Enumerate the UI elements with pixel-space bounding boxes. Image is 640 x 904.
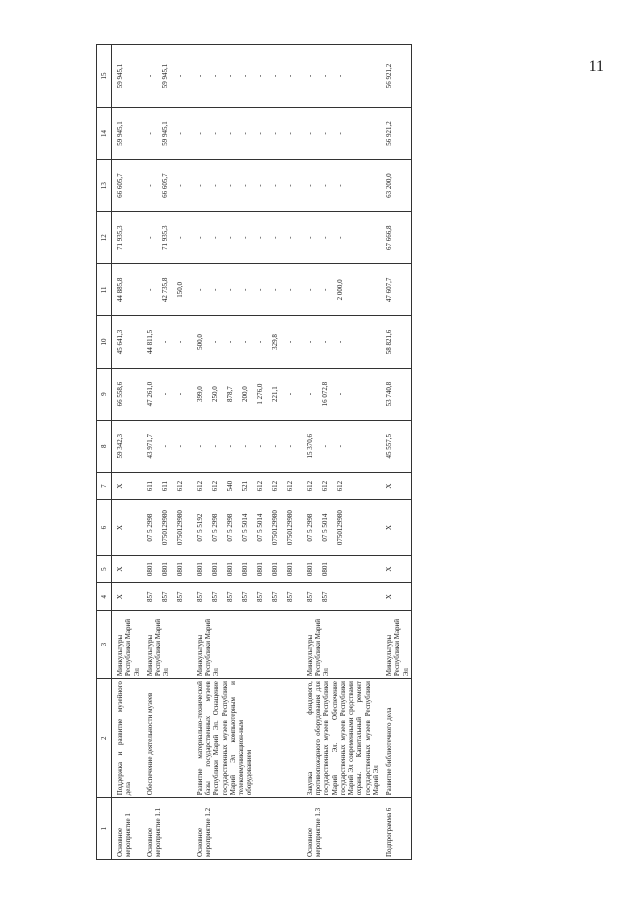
cell-value: - [320, 445, 329, 448]
cell-value: 612 [175, 480, 184, 492]
cell-value: 53 740,8 [385, 381, 393, 407]
value-cell-11 [112, 264, 142, 316]
cell-value: - [255, 340, 264, 344]
value-cell-12 [142, 212, 192, 264]
value-cell-6 [192, 500, 302, 555]
column-header-7: 7 [97, 472, 112, 500]
cell-value: 399,0 [195, 386, 204, 402]
cell-value: - [175, 445, 184, 448]
cell-value: 43 971,7 [145, 433, 154, 459]
cell-value: 71 935,3 [116, 225, 124, 250]
cell-value: - [210, 236, 219, 239]
cell-value: - [255, 184, 264, 187]
rotated-page-content [96, 44, 622, 860]
cell-value: - [175, 132, 184, 135]
activity-code-cell: Основное мероприятие 1.2 [192, 798, 302, 860]
cell-value: 59 342,3 [116, 433, 124, 459]
cell-value: 45 641,3 [116, 329, 124, 355]
cell-value: - [305, 74, 314, 78]
cell-value: - [335, 392, 344, 396]
cell-value: 611 [160, 480, 169, 492]
cell-value: - [225, 340, 234, 344]
cell-value: 329,8 [270, 334, 279, 350]
cell-value: - [305, 340, 314, 344]
value-cell-11 [381, 264, 411, 316]
value-cell-12 [381, 212, 411, 264]
column-header-12: 12 [97, 212, 112, 264]
cell-value: 56 921,2 [385, 63, 393, 89]
cell-value: - [270, 74, 279, 78]
value-cell-14 [142, 107, 192, 159]
cell-value: 250,0 [210, 386, 219, 402]
executor-cell: Минкультуры Республики Марий Эл [142, 611, 192, 679]
cell-value: 59 945,1 [116, 121, 124, 146]
cell-value: - [210, 132, 219, 135]
cell-value: - [255, 288, 264, 291]
cell-value: 0801 [195, 562, 204, 577]
cell-value: 857 [210, 591, 219, 602]
cell-value: 0801 [270, 562, 279, 577]
column-header-5: 5 [97, 555, 112, 583]
cell-value: 07 5 5014 [255, 513, 264, 542]
value-cell-4 [302, 583, 381, 611]
value-cell-13 [112, 160, 142, 212]
cell-value: - [305, 288, 314, 291]
cell-value: X [385, 483, 393, 489]
cell-value: 63 200,0 [385, 173, 393, 198]
cell-value: 2 000,0 [335, 279, 344, 301]
column-header-15: 15 [97, 45, 112, 108]
table-row [302, 45, 381, 860]
value-cell-14 [381, 107, 411, 159]
value-cell-15 [112, 45, 142, 108]
cell-value: - [210, 288, 219, 291]
cell-value: - [240, 340, 249, 344]
cell-value: - [285, 184, 294, 187]
cell-value: 71 935,3 [160, 225, 169, 250]
cell-value: 612 [210, 480, 219, 492]
cell-value: 612 [285, 480, 294, 492]
cell-value: 67 666,8 [385, 225, 393, 250]
value-cell-5 [381, 555, 411, 583]
cell-value: - [285, 288, 294, 291]
value-cell-6 [112, 500, 142, 555]
value-cell-4 [192, 583, 302, 611]
column-header-1: 1 [97, 798, 112, 860]
value-cell-7 [142, 472, 192, 500]
value-cell-15 [192, 45, 302, 108]
cell-value: - [195, 288, 204, 291]
cell-value: - [225, 132, 234, 135]
cell-value: - [145, 184, 154, 187]
cell-value: - [335, 184, 344, 187]
cell-value: 0801 [210, 562, 219, 577]
cell-value: 857 [160, 591, 169, 602]
cell-value: - [145, 132, 154, 135]
cell-value: 500,0 [195, 334, 204, 350]
value-cell-12 [112, 212, 142, 264]
cell-value: 66 605,7 [160, 173, 169, 198]
column-header-11: 11 [97, 264, 112, 316]
cell-value: - [270, 236, 279, 239]
column-header-6: 6 [97, 500, 112, 555]
value-cell-11 [302, 264, 381, 316]
cell-value: 0801 [285, 562, 294, 577]
cell-value: - [195, 184, 204, 187]
table-body [112, 45, 412, 860]
cell-value: X [116, 525, 124, 531]
cell-value: 0801 [175, 562, 184, 577]
executor-cell: Минкультуры Республики Марий Эл [302, 611, 381, 679]
table-row [192, 45, 302, 860]
cell-value: - [285, 132, 294, 135]
value-cell-9 [192, 368, 302, 420]
column-header-3: 3 [97, 611, 112, 679]
cell-value: 07 5 2998 [305, 513, 314, 542]
cell-value: 07 5 5192 [195, 513, 204, 542]
value-cell-9 [302, 368, 381, 420]
value-cell-12 [302, 212, 381, 264]
activity-name-cell: Поддержка и развитие музейного дела [112, 679, 142, 798]
cell-value: - [195, 132, 204, 135]
value-cell-5 [302, 555, 381, 583]
value-cell-11 [142, 264, 192, 316]
value-cell-13 [142, 160, 192, 212]
cell-value: 0750129980 [270, 510, 279, 546]
cell-value: - [195, 74, 204, 78]
cell-value: - [270, 445, 279, 448]
cell-value: 200,0 [240, 386, 249, 402]
cell-value: - [320, 236, 329, 239]
column-header-10: 10 [97, 316, 112, 368]
value-cell-4 [381, 583, 411, 611]
cell-value: 540 [225, 480, 234, 492]
cell-value: 07 5 2998 [210, 513, 219, 542]
activity-code-cell: Подпрограмма 6 [381, 798, 411, 860]
value-cell-5 [112, 555, 142, 583]
cell-value: 857 [195, 591, 204, 602]
cell-value: - [175, 184, 184, 187]
cell-value: - [255, 132, 264, 135]
cell-value: - [335, 236, 344, 239]
cell-value: 07 5 5014 [240, 513, 249, 542]
cell-value: 0801 [320, 562, 329, 577]
cell-value: - [225, 445, 234, 448]
cell-value: - [285, 392, 294, 396]
cell-value: - [195, 236, 204, 239]
activity-name-cell: Закупка фондового, противопожарного оборудования для государственных музеев Республики Марий Эл. Обеспечение государственных музеев Республики Марий Эл современными средствами охраны. Капитальный ремонт государственных музеев Республики Марий Эл [302, 679, 381, 798]
cell-value: X [385, 594, 393, 600]
cell-value: 0801 [305, 562, 314, 577]
activity-code-cell: Основное мероприятие 1 [112, 798, 142, 860]
cell-value: - [270, 184, 279, 187]
value-cell-14 [112, 107, 142, 159]
value-cell-12 [192, 212, 302, 264]
cell-value: 44 811,5 [145, 329, 154, 355]
value-cell-8 [302, 420, 381, 472]
cell-value: 0801 [160, 562, 169, 577]
cell-value: 66 605,7 [116, 173, 124, 198]
cell-value: 857 [320, 591, 329, 602]
executor-cell: Минкультуры Республики Марий Эл [192, 611, 302, 679]
cell-value: 612 [305, 480, 314, 492]
cell-value: - [175, 74, 184, 78]
value-cell-15 [142, 45, 192, 108]
cell-value: 878,7 [225, 386, 234, 402]
cell-value: - [255, 236, 264, 239]
activity-code-cell: Основное мероприятие 1.3 [302, 798, 381, 860]
cell-value: - [225, 236, 234, 239]
cell-value: - [270, 132, 279, 135]
cell-value: 857 [285, 591, 294, 602]
value-cell-8 [112, 420, 142, 472]
cell-value: - [145, 236, 154, 239]
column-header-8: 8 [97, 420, 112, 472]
value-cell-15 [381, 45, 411, 108]
cell-value: 0750129980 [160, 510, 169, 546]
cell-value: - [305, 236, 314, 239]
value-cell-7 [302, 472, 381, 500]
cell-value: 07 5 2998 [225, 513, 234, 542]
cell-value: 0801 [225, 562, 234, 577]
value-cell-14 [192, 107, 302, 159]
value-cell-4 [142, 583, 192, 611]
value-cell-13 [381, 160, 411, 212]
cell-value: - [320, 132, 329, 135]
page-number: 11 [588, 58, 604, 75]
cell-value: 0801 [255, 562, 264, 577]
activity-code-cell: Основное мероприятие 1.1 [142, 798, 192, 860]
cell-value: 58 821,6 [385, 329, 393, 355]
cell-value: - [225, 288, 234, 291]
cell-value: 612 [195, 480, 204, 492]
value-cell-9 [142, 368, 192, 420]
activity-name-cell: Развитие материально-технической базы государственных музеев Республики Марий Эл. Оснащение государственных музеев Республики Марий Эл компьютерным и телекоммуникацион-ным оборудованием [192, 679, 302, 798]
cell-value: - [160, 445, 169, 448]
cell-value: 42 735,8 [160, 277, 169, 303]
value-cell-11 [192, 264, 302, 316]
cell-value: - [240, 74, 249, 78]
value-cell-10 [381, 316, 411, 368]
cell-value: 16 072,8 [320, 381, 329, 407]
cell-value: 0750129980 [175, 510, 184, 546]
cell-value: - [320, 184, 329, 187]
cell-value: 66 558,6 [116, 381, 124, 407]
cell-value: 612 [255, 480, 264, 492]
cell-value: 15 370,6 [305, 433, 314, 459]
cell-value: 857 [225, 591, 234, 602]
cell-value: 857 [270, 591, 279, 602]
cell-value: - [240, 236, 249, 239]
value-cell-7 [112, 472, 142, 500]
value-cell-6 [142, 500, 192, 555]
value-cell-13 [192, 160, 302, 212]
column-number-header [97, 45, 112, 860]
cell-value: 47 607,7 [385, 277, 393, 303]
cell-value: - [175, 340, 184, 344]
value-cell-8 [192, 420, 302, 472]
table-row [381, 45, 411, 860]
value-cell-4 [112, 583, 142, 611]
cell-value: - [270, 288, 279, 291]
cell-value: - [320, 288, 329, 291]
cell-value: 0801 [145, 562, 154, 577]
cell-value: 857 [255, 591, 264, 602]
cell-value: 59 945,1 [160, 63, 169, 89]
cell-value: - [145, 74, 154, 78]
table-row [112, 45, 142, 860]
value-cell-10 [142, 316, 192, 368]
cell-value: 07 5 2998 [145, 513, 154, 542]
value-cell-9 [112, 368, 142, 420]
table-row [142, 45, 192, 860]
cell-value: 857 [145, 591, 154, 602]
cell-value: - [225, 74, 234, 78]
cell-value: 612 [270, 480, 279, 492]
cell-value: - [210, 445, 219, 448]
cell-value: 612 [320, 480, 329, 492]
value-cell-6 [381, 500, 411, 555]
cell-value: - [210, 184, 219, 187]
cell-value: - [285, 74, 294, 78]
column-header-2: 2 [97, 679, 112, 798]
value-cell-9 [381, 368, 411, 420]
value-cell-7 [381, 472, 411, 500]
cell-value: - [320, 74, 329, 78]
cell-value: 857 [240, 591, 249, 602]
value-cell-10 [112, 316, 142, 368]
cell-value: X [385, 566, 393, 572]
cell-value: 857 [305, 591, 314, 602]
budget-table [96, 44, 412, 860]
cell-value: - [240, 132, 249, 135]
cell-value: - [335, 74, 344, 78]
cell-value: 56 921,2 [385, 121, 393, 146]
activity-name-cell: Развитие библиотечного дела [381, 679, 411, 798]
cell-value: - [285, 340, 294, 344]
cell-value: - [285, 236, 294, 239]
cell-value: - [195, 445, 204, 448]
cell-value: 47 261,0 [145, 381, 154, 407]
cell-value: 612 [335, 480, 344, 492]
activity-name-cell: Обеспечение деятельности музеев [142, 679, 192, 798]
cell-value: 521 [240, 480, 249, 492]
cell-value: - [240, 445, 249, 448]
cell-value: X [385, 525, 393, 531]
cell-value: - [285, 445, 294, 448]
value-cell-7 [192, 472, 302, 500]
cell-value: 59 945,1 [160, 121, 169, 146]
cell-value: - [305, 392, 314, 396]
cell-value: - [160, 340, 169, 344]
value-cell-8 [381, 420, 411, 472]
cell-value: - [225, 184, 234, 187]
cell-value: 07 5 5014 [320, 513, 329, 542]
cell-value: - [240, 288, 249, 291]
cell-value: - [335, 340, 344, 344]
cell-value: - [335, 445, 344, 448]
value-cell-8 [142, 420, 192, 472]
value-cell-5 [142, 555, 192, 583]
cell-value: - [175, 392, 184, 396]
cell-value: 0750129980 [285, 510, 294, 546]
value-cell-10 [302, 316, 381, 368]
cell-value: - [145, 288, 154, 291]
value-cell-10 [192, 316, 302, 368]
executor-cell: Минкультуры Республики Марий Эл [112, 611, 142, 679]
cell-value: 857 [175, 591, 184, 602]
cell-value: 59 945,1 [116, 63, 124, 89]
cell-value: 221,1 [270, 386, 279, 402]
cell-value: X [116, 566, 124, 572]
cell-value: - [175, 236, 184, 239]
cell-value: - [210, 74, 219, 78]
cell-value: - [255, 74, 264, 78]
cell-value: 45 557,5 [385, 433, 393, 459]
cell-value: 611 [145, 480, 154, 492]
cell-value: - [210, 340, 219, 344]
cell-value: - [305, 184, 314, 187]
cell-value: - [160, 392, 169, 396]
cell-value: - [335, 132, 344, 135]
cell-value: - [255, 445, 264, 448]
value-cell-5 [192, 555, 302, 583]
cell-value: - [305, 132, 314, 135]
cell-value: X [116, 594, 124, 600]
cell-value: 150,0 [175, 281, 184, 298]
column-header-14: 14 [97, 107, 112, 159]
value-cell-14 [302, 107, 381, 159]
column-header-4: 4 [97, 583, 112, 611]
column-header-13: 13 [97, 160, 112, 212]
cell-value: 0801 [240, 562, 249, 577]
cell-value: - [320, 340, 329, 344]
column-header-9: 9 [97, 368, 112, 420]
cell-value: - [240, 184, 249, 187]
executor-cell: Минкультуры Республики Марий Эл [381, 611, 411, 679]
cell-value: X [116, 483, 124, 489]
value-cell-15 [302, 45, 381, 108]
cell-value: 1 276,0 [255, 383, 264, 405]
cell-value: 0750129980 [335, 510, 344, 546]
value-cell-13 [302, 160, 381, 212]
cell-value: 44 885,8 [116, 277, 124, 303]
value-cell-6 [302, 500, 381, 555]
